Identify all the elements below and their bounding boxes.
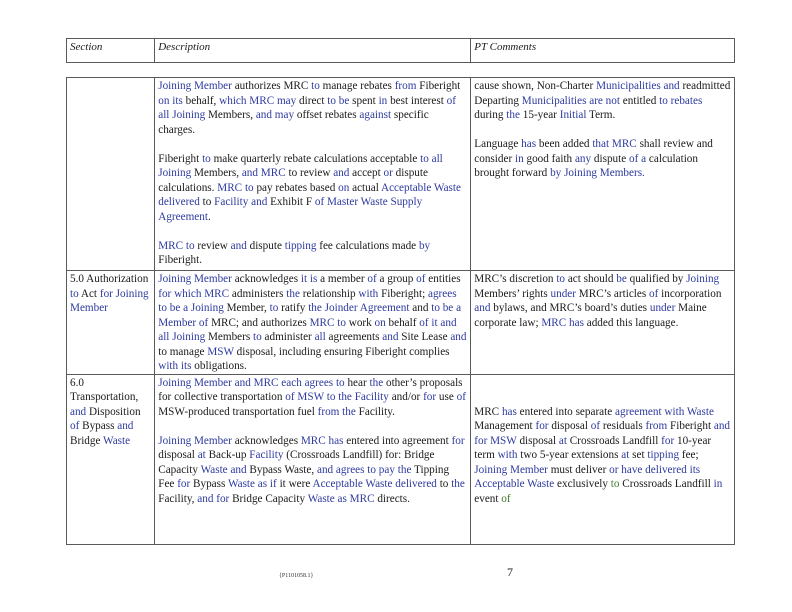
text-run: MRC’s discretion	[474, 273, 557, 285]
text-run: Municipalities are not	[521, 94, 620, 107]
text-run: Tipping Fee	[158, 463, 450, 490]
text-run: event	[474, 492, 502, 505]
text-run: to	[436, 478, 452, 490]
paragraph	[474, 272, 731, 330]
text-run: and	[409, 302, 432, 314]
text-run: Facility and	[214, 196, 268, 208]
text-run: entered into agreement	[343, 434, 452, 447]
text-run: dispute	[246, 239, 285, 252]
text-run: act should	[565, 273, 617, 285]
text-run: work	[345, 316, 375, 329]
text-run: Management	[474, 420, 536, 432]
text-run: from	[394, 80, 417, 92]
text-run: Fiberight	[158, 152, 203, 165]
text-run: of all Joining	[158, 94, 456, 121]
text-run: or	[383, 167, 393, 179]
text-run: MRC has	[300, 434, 344, 447]
text-run: authorizes MRC	[231, 80, 312, 92]
text-run: agrees to be a Joining	[158, 287, 457, 314]
text-run: and for MSW	[474, 420, 731, 447]
text-run: of	[70, 420, 80, 432]
text-run: tipping	[647, 449, 680, 461]
text-run: 6.0 Transportation,	[70, 376, 139, 403]
text-run: Joining	[686, 273, 720, 285]
paragraph	[158, 152, 467, 225]
header-pt-comments: PT Comments	[471, 39, 735, 63]
text-run: Joining Member	[158, 80, 232, 92]
text-run: at	[558, 434, 567, 447]
table-row	[67, 271, 735, 375]
comments-cell	[471, 271, 735, 375]
text-run: the	[451, 478, 465, 490]
text-run: and	[382, 331, 399, 343]
text-run: any	[574, 152, 592, 165]
text-run: MSW-produced transportation fuel	[158, 405, 318, 418]
text-run: Joining Member	[158, 273, 232, 285]
text-run: MRC; and authorizes	[208, 316, 310, 329]
text-run: acknowledges	[231, 273, 301, 285]
section-cell	[67, 271, 155, 375]
text-run: of	[456, 391, 466, 403]
text-run: shall review and consider	[474, 138, 713, 165]
text-run: pay rebates based	[253, 181, 339, 194]
text-run: to	[269, 302, 279, 314]
text-run: Members,	[205, 109, 256, 121]
text-run: disposal	[158, 449, 198, 461]
text-run: in	[713, 478, 723, 490]
text-run: Bypass Waste,	[246, 463, 317, 476]
table-row	[67, 78, 735, 271]
comments-cell	[471, 374, 735, 544]
text-run: Term.	[586, 109, 616, 121]
text-run: MRC to	[309, 316, 346, 329]
text-run: and for	[197, 492, 230, 505]
paragraph	[474, 376, 731, 391]
text-run: a member	[317, 273, 368, 285]
text-run: Fiberight	[667, 420, 714, 432]
text-run: behalf	[385, 316, 420, 329]
text-run: to	[253, 331, 262, 343]
text-run: two 5-year extensions	[517, 449, 622, 461]
text-run: administers	[229, 287, 287, 300]
text-run: the Joinder Agreement	[308, 302, 410, 314]
text-run: to	[311, 80, 320, 92]
text-run: on	[338, 181, 350, 194]
text-run: Exhibit F	[267, 196, 315, 208]
text-run: on its	[158, 94, 183, 107]
text-run: on	[374, 316, 386, 329]
text-run: and	[70, 405, 87, 418]
paragraph	[158, 239, 467, 268]
text-run: agreements	[325, 331, 383, 343]
text-run: with	[358, 287, 379, 300]
text-run: disposal, including ensuring Fiberight complies	[233, 345, 450, 358]
text-run: Bypass	[79, 420, 118, 432]
text-run: and	[333, 167, 350, 179]
text-run: .	[207, 210, 211, 223]
text-run: Bypass	[190, 478, 228, 490]
text-run: from	[645, 420, 668, 432]
text-run: exclusively	[554, 478, 611, 490]
text-run: for	[661, 434, 675, 447]
text-run: disposal	[548, 420, 591, 432]
text-run: acknowledges	[231, 434, 301, 447]
text-run: Members	[205, 331, 254, 343]
text-run: and MRC	[241, 167, 286, 179]
text-run: the	[286, 287, 300, 300]
text-run: fee;	[679, 449, 699, 461]
text-run: under	[649, 302, 676, 314]
text-run: of it and all Joining	[158, 316, 457, 343]
text-run: other’s proposals for collective transportation	[158, 376, 463, 403]
text-run: be	[616, 273, 627, 285]
text-run: for	[451, 434, 465, 447]
text-run: Waste as if	[227, 478, 277, 490]
text-run: a group	[376, 273, 417, 285]
text-run: and	[117, 420, 134, 432]
paragraph	[70, 376, 151, 449]
text-run: to	[70, 287, 79, 300]
text-run: during	[474, 109, 507, 121]
text-run: at	[197, 449, 206, 461]
text-run: all	[314, 331, 326, 343]
text-run: manage rebates	[319, 80, 395, 92]
text-run: 15-year	[519, 109, 560, 121]
section-cell	[67, 374, 155, 544]
text-run: with its	[158, 360, 192, 372]
table-row	[67, 374, 735, 544]
body-table	[66, 77, 735, 545]
text-run: Joining Member and MRC each agrees to	[158, 376, 345, 389]
text-run: entitled	[619, 94, 660, 107]
text-run: Fiberight;	[378, 287, 428, 300]
text-run: Waste and	[200, 463, 247, 476]
text-run: Back-up	[205, 449, 250, 461]
text-run: offset rebates	[294, 109, 360, 121]
text-run: to review	[285, 167, 334, 179]
text-run: the	[369, 376, 384, 389]
text-run: to be a Member of	[158, 302, 462, 329]
text-run: Acceptable Waste delivered	[158, 181, 461, 208]
text-run: Crossroads Landfill	[619, 478, 714, 490]
text-run: MRC	[158, 239, 184, 252]
text-run: to	[244, 181, 254, 194]
text-run: good faith	[523, 152, 575, 165]
comments-cell	[471, 78, 735, 271]
text-run: to	[199, 196, 215, 208]
text-run: make quarterly rebate calculations acceptable	[210, 152, 421, 165]
text-run: that MRC	[592, 138, 637, 150]
text-run: with	[497, 449, 518, 461]
text-run: qualified by	[626, 273, 687, 285]
text-run: Act	[78, 287, 100, 300]
text-run: in	[378, 94, 388, 107]
text-run: actual	[349, 181, 382, 194]
page-number: 7	[507, 565, 513, 579]
text-run: Site Lease	[398, 331, 451, 343]
text-run: Member,	[223, 302, 270, 314]
text-run: agreement with Waste	[615, 405, 714, 418]
text-run: has	[521, 138, 537, 150]
header-table	[66, 38, 735, 63]
text-run: tipping	[284, 239, 317, 252]
text-run: under	[550, 287, 576, 300]
text-run: been added	[536, 138, 593, 150]
text-run: must deliver	[547, 463, 610, 476]
text-run: for Joining Member	[70, 287, 149, 314]
text-run: to	[610, 478, 620, 490]
text-run: of a	[629, 152, 647, 165]
text-run: dispute	[591, 152, 630, 165]
text-run: Fiberight.	[158, 254, 203, 266]
text-run: at	[621, 449, 630, 461]
text-run: hear	[344, 376, 370, 389]
paragraph	[158, 434, 467, 507]
text-run: to be	[327, 94, 350, 107]
paragraph	[474, 137, 731, 181]
text-run: set	[629, 449, 648, 461]
text-run: against	[359, 109, 392, 121]
text-run: from the	[317, 405, 356, 418]
text-run: calculation brought forward	[474, 152, 698, 179]
text-run: for	[423, 391, 437, 403]
text-run: direct	[296, 94, 328, 107]
text-run: spent	[349, 94, 379, 107]
text-run: cause shown, Non-Charter	[474, 80, 597, 92]
text-run: to	[556, 273, 566, 285]
text-run: of	[416, 273, 426, 285]
description-cell	[155, 78, 471, 271]
text-run: to	[420, 152, 429, 165]
text-run: to rebates	[659, 94, 703, 107]
text-run: obligations.	[191, 360, 247, 372]
header-description: Description	[155, 39, 471, 63]
text-run: Fiberight	[416, 80, 461, 92]
text-run: it is	[300, 273, 318, 285]
text-run: Members,	[191, 167, 242, 179]
text-run: in	[514, 152, 524, 165]
text-run: and agrees to pay the	[316, 463, 412, 476]
text-run: by Joining Members.	[550, 167, 645, 179]
text-run: administer	[261, 331, 315, 343]
text-run: Members’ rights	[474, 287, 551, 300]
text-run: for	[177, 478, 191, 490]
text-run: for	[535, 420, 549, 432]
text-run: specific charges.	[158, 109, 429, 136]
text-run: to manage	[158, 345, 208, 358]
text-run: of Master Waste Supply Agreement	[158, 196, 423, 223]
text-run: (Crossroads Landfill) for: Bridge Capacity	[158, 449, 435, 476]
header-row	[67, 39, 735, 63]
text-run: and	[450, 331, 467, 343]
text-run: of	[367, 273, 377, 285]
text-run: or have delivered its Acceptable Waste	[474, 463, 701, 490]
text-run: incorporation	[658, 287, 722, 300]
section-cell	[67, 78, 155, 271]
paragraph	[158, 272, 467, 374]
text-run: has	[501, 405, 517, 418]
text-run: residuals	[600, 420, 646, 432]
text-run: Bridge Capacity	[229, 492, 308, 505]
paragraph	[158, 79, 467, 137]
text-run: Maine corporate law;	[474, 302, 707, 329]
text-run: accept	[349, 167, 384, 179]
text-run: Language	[474, 138, 522, 150]
text-run: directs.	[374, 492, 410, 505]
text-run: of	[590, 420, 601, 432]
text-run: MRC has	[541, 316, 584, 329]
text-run: entered into separate	[516, 405, 616, 418]
text-run: Waste	[103, 434, 131, 447]
text-run: of	[501, 492, 511, 505]
text-run: and	[474, 302, 491, 314]
text-run: and may	[255, 109, 295, 121]
text-run: dispute calculations.	[158, 167, 428, 194]
text-run: all Joining	[158, 152, 443, 179]
text-run: Initial	[559, 109, 587, 121]
text-run: and	[230, 239, 247, 252]
text-run: 10-year term	[474, 434, 712, 461]
text-run: of	[649, 287, 659, 300]
description-cell	[155, 374, 471, 544]
text-run: it were	[276, 478, 313, 490]
header-section: Section	[67, 39, 155, 63]
text-run: readmitted Departing	[474, 80, 731, 107]
text-run: which MRC may	[219, 94, 297, 107]
text-run: added this language.	[583, 316, 679, 329]
text-run: by	[418, 239, 431, 252]
text-run: best interest	[387, 94, 447, 107]
description-cell	[155, 271, 471, 375]
text-run: to	[185, 239, 195, 252]
text-run: use	[436, 391, 457, 403]
text-run: MRC	[217, 181, 243, 194]
text-run: entities	[425, 273, 461, 285]
text-run: Waste as MRC	[307, 492, 375, 505]
text-run: of MSW to the Facility	[285, 391, 389, 403]
text-run: Joining Member	[474, 463, 548, 476]
text-run: 5.0 Authorization	[70, 273, 149, 285]
text-run: Facility.	[355, 405, 395, 418]
text-run: ratify	[278, 302, 309, 314]
paragraph	[70, 272, 151, 316]
text-run: review	[194, 239, 231, 252]
paragraph	[158, 376, 467, 420]
paragraph	[474, 405, 731, 507]
text-run: Acceptable Waste delivered	[312, 478, 437, 490]
text-run: for which MRC	[158, 287, 230, 300]
text-run: Crossroads Landfill	[566, 434, 662, 447]
text-run: and/or	[388, 391, 424, 403]
text-run: relationship	[299, 287, 359, 300]
text-run: Bridge	[70, 434, 104, 447]
text-run: MSW	[207, 345, 234, 358]
text-run: to	[202, 152, 211, 165]
text-run: Municipalities and	[596, 80, 680, 92]
text-run: disposal	[516, 434, 559, 447]
text-run: behalf,	[182, 94, 220, 107]
text-run: Disposition	[86, 405, 141, 418]
document-id: {P1101058.1}	[279, 573, 314, 579]
text-run: Joining Member	[158, 434, 232, 447]
paragraph	[474, 79, 731, 123]
text-run: the	[506, 109, 520, 121]
text-run: MRC’s articles	[575, 287, 650, 300]
text-run: Facility,	[158, 492, 198, 505]
text-run: MRC	[474, 405, 502, 418]
text-run: fee calculations made	[316, 239, 419, 252]
text-run: bylaws, and MRC’s board’s duties	[490, 302, 650, 314]
text-run: Facility	[249, 449, 284, 461]
